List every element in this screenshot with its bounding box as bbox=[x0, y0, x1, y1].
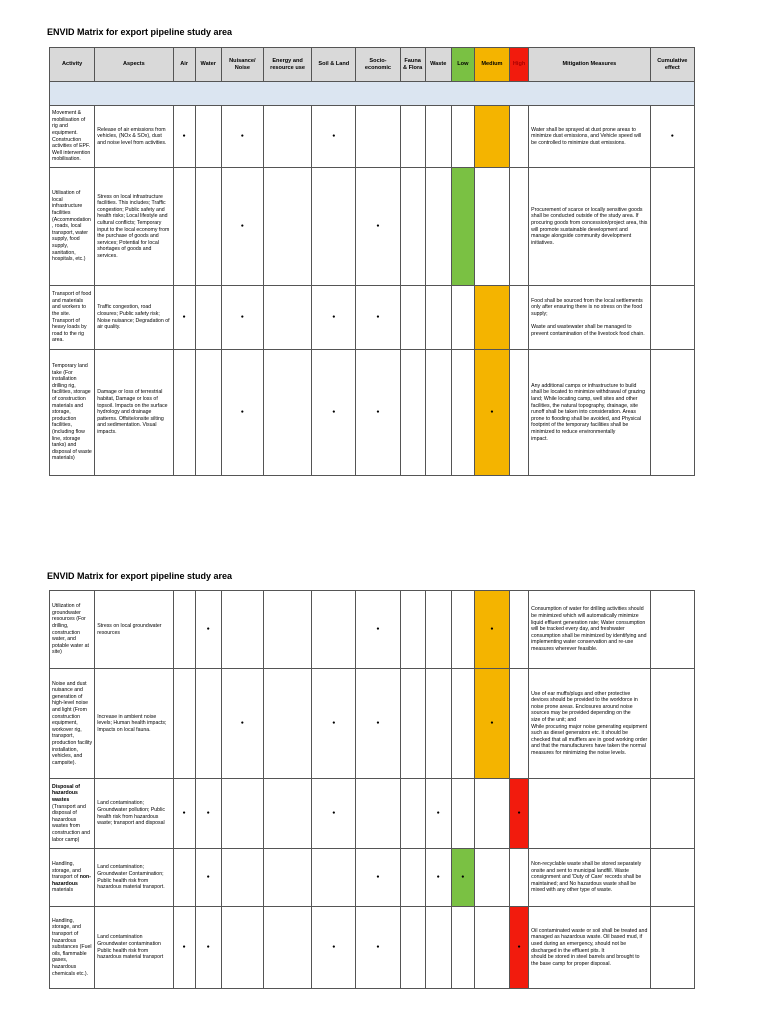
empty-cell bbox=[650, 350, 694, 476]
empty-cell bbox=[356, 106, 400, 168]
dot-nuisance: ● bbox=[221, 669, 263, 779]
empty-cell bbox=[650, 591, 694, 669]
dot-air: ● bbox=[173, 106, 195, 168]
empty-cell bbox=[510, 350, 529, 476]
dot-water: ● bbox=[195, 591, 221, 669]
activity-cell: Utilisation of local infrastructure facilities (Accommodation, roads, local transport, water supply, food supply, sanitation, hospitals, etc.) bbox=[50, 168, 95, 286]
empty-cell bbox=[263, 350, 311, 476]
table-row bbox=[50, 779, 695, 849]
empty-cell bbox=[263, 591, 311, 669]
dot-soil: ● bbox=[312, 669, 356, 779]
dot-soil: ● bbox=[312, 106, 356, 168]
empty-cell bbox=[400, 779, 425, 849]
empty-cell bbox=[400, 907, 425, 989]
activity-cell: Temporary land take (For installation drilling rig, facilities, storage of construction materials and storage, production facilities, (including flow line, storage tanks) and disposal of waste materials) bbox=[50, 350, 95, 476]
dot-waste: ● bbox=[425, 779, 451, 849]
empty-cell bbox=[650, 168, 694, 286]
envid-matrix-table-2 bbox=[49, 590, 695, 989]
header-mitigation: Mitigation Measures bbox=[529, 48, 651, 82]
header-water: Water bbox=[195, 48, 221, 82]
empty-cell bbox=[400, 849, 425, 907]
empty-cell bbox=[312, 591, 356, 669]
dot-soil: ● bbox=[312, 350, 356, 476]
empty-cell bbox=[221, 849, 263, 907]
empty-cell bbox=[263, 286, 311, 350]
aspects-cell: Damage or loss of terrestrial habitat, Damage or loss of topsoil. Impacts on the surface hydrology and drainage patterns. Offsite/onsite silting and sedimentation. Visual impacts. bbox=[95, 350, 173, 476]
dot-cumulative: ● bbox=[650, 106, 694, 168]
dot-nuisance: ● bbox=[221, 106, 263, 168]
table-row bbox=[50, 669, 695, 779]
empty-cell bbox=[425, 669, 451, 779]
mitigation-cell: Procurement of scarce or locally sensitive goods shall be conducted outside of the study area. If procuring goods from concession/project area, this will promote sustainable development and manage alongside community development initiatives. bbox=[529, 168, 651, 286]
empty-cell bbox=[221, 779, 263, 849]
empty-cell bbox=[195, 350, 221, 476]
header-fauna: Fauna & Flora bbox=[400, 48, 425, 82]
mitigation-cell: Any additional camps or infrastructure to build shall be located to minimize withdrawal of grazing land; While locating camp, well sites and other facilities, the natural topography, drainage, site runoff shall be taken into consideration. Areas prone to flooding shall be avoided, and Physical footprint of the temporary facilities shall be minimized to reduce environmentally impact. bbox=[529, 350, 651, 476]
dot-socio: ● bbox=[356, 669, 400, 779]
mitigation-cell: Water shall be sprayed at dust prone areas to minimize dust emissions, and Vehicle speed will be controlled to minimize dust emissions. bbox=[529, 106, 651, 168]
empty-cell bbox=[221, 591, 263, 669]
empty-cell bbox=[451, 669, 474, 779]
table-row bbox=[50, 591, 695, 669]
empty-cell bbox=[650, 286, 694, 350]
activity-cell: Movement & mobilisation of rig and equipment. Construction activities of EPF. Well intervention mobilisation. bbox=[50, 106, 95, 168]
dot-socio: ● bbox=[356, 907, 400, 989]
envid-matrix-table-1 bbox=[49, 47, 695, 476]
rating-medium-dot: ● bbox=[474, 591, 509, 669]
activity-pre: Handling, storage, and transport of bbox=[52, 861, 81, 881]
empty-cell bbox=[173, 168, 195, 286]
rating-medium-dot: ● bbox=[474, 669, 509, 779]
empty-cell bbox=[425, 286, 451, 350]
activity-text: (Transport and disposal of hazardous wastes from construction and labor camp) bbox=[52, 803, 91, 843]
empty-cell bbox=[263, 779, 311, 849]
aspects-cell: Stress on local infrastructure facilities. This includes; Traffic congestion; Public safety and health risks; Local lifestyle and cultural conflicts; Temporary input to the local economy from the purchase of goods and services; Potential for local shortages of goods and services. bbox=[95, 168, 173, 286]
table-row bbox=[50, 106, 695, 168]
empty-cell bbox=[400, 669, 425, 779]
dot-soil: ● bbox=[312, 907, 356, 989]
header-air: Air bbox=[173, 48, 195, 82]
empty-cell bbox=[400, 168, 425, 286]
rating-medium-dot: ● bbox=[474, 350, 509, 476]
aspects-cell: Land contamination Groundwater contamination Public health risk from hazardous material transport bbox=[95, 907, 173, 989]
table-row bbox=[50, 907, 695, 989]
table-row bbox=[50, 168, 695, 286]
empty-cell bbox=[195, 286, 221, 350]
dot-nuisance: ● bbox=[221, 286, 263, 350]
table-row bbox=[50, 350, 695, 476]
header-cumulative: Cumulative effect bbox=[650, 48, 694, 82]
empty-cell bbox=[474, 168, 509, 286]
empty-cell bbox=[451, 907, 474, 989]
empty-cell bbox=[356, 779, 400, 849]
activity-cell: Noise and dust nuisance and generation of high-level noise and light (From construction equipment, workover rig, transport, production facility installation, vehicles, and campsite). bbox=[50, 669, 95, 779]
activity-cell: Handling, storage, and transport of hazardous substances (Fuel oils, flammable gases, hazardous chemicals etc.). bbox=[50, 907, 95, 989]
empty-cell bbox=[451, 350, 474, 476]
activity-bold: non-hazardous bbox=[52, 874, 91, 887]
empty-cell bbox=[263, 849, 311, 907]
empty-cell bbox=[425, 350, 451, 476]
empty-cell bbox=[510, 591, 529, 669]
activity-cell: Transport of food and materials and workers to the site. Transport of heavy loads by road to the rig area. bbox=[50, 286, 95, 350]
table-row bbox=[50, 286, 695, 350]
dot-air: ● bbox=[173, 286, 195, 350]
dot-socio: ● bbox=[356, 849, 400, 907]
empty-cell bbox=[650, 779, 694, 849]
dot-water: ● bbox=[195, 849, 221, 907]
empty-cell bbox=[263, 168, 311, 286]
aspects-cell: Stress on local groundwater resources bbox=[95, 591, 173, 669]
empty-cell bbox=[400, 286, 425, 350]
header-medium: Medium bbox=[474, 48, 509, 82]
aspects-cell: Increase in ambient noise levels; Human health impacts; Impacts on local fauna. bbox=[95, 669, 173, 779]
empty-cell bbox=[510, 168, 529, 286]
empty-cell bbox=[263, 669, 311, 779]
empty-cell bbox=[312, 168, 356, 286]
dot-socio: ● bbox=[356, 350, 400, 476]
dot-waste: ● bbox=[425, 849, 451, 907]
header-waste: Waste bbox=[425, 48, 451, 82]
header-aspects: Aspects bbox=[95, 48, 173, 82]
empty-cell bbox=[195, 106, 221, 168]
dot-socio: ● bbox=[356, 168, 400, 286]
mitigation-cell: Non-recyclable waste shall be stored separately onsite and sent to municipal landfill. Waste consignment and 'Duty of Care' records shall be maintained; and No hazardous waste shall be mixed with any other type of waste. bbox=[529, 849, 651, 907]
empty-cell bbox=[650, 907, 694, 989]
empty-cell bbox=[510, 849, 529, 907]
dot-nuisance: ● bbox=[221, 168, 263, 286]
empty-cell bbox=[263, 106, 311, 168]
header-energy: Energy and resource use bbox=[263, 48, 311, 82]
empty-cell bbox=[425, 168, 451, 286]
empty-cell bbox=[173, 591, 195, 669]
header-row bbox=[50, 48, 695, 82]
empty-cell bbox=[451, 286, 474, 350]
empty-cell bbox=[312, 849, 356, 907]
table-row bbox=[50, 849, 695, 907]
empty-cell bbox=[173, 669, 195, 779]
empty-cell bbox=[263, 907, 311, 989]
empty-cell bbox=[173, 849, 195, 907]
rating-low bbox=[451, 168, 474, 286]
empty-cell bbox=[425, 106, 451, 168]
mitigation-cell: Oil contaminated waste or soil shall be treated and managed as hazardous waste. Oil based mud, if used during an emergency, should not be discharged in the effluent pits. It should be stored in steel barrels and brought to the base camp for proper disposal. bbox=[529, 907, 651, 989]
rating-medium bbox=[474, 286, 509, 350]
activity-text: materials bbox=[52, 887, 74, 894]
header-low: Low bbox=[451, 48, 474, 82]
empty-cell bbox=[195, 669, 221, 779]
activity-cell bbox=[50, 779, 95, 849]
dot-nuisance: ● bbox=[221, 350, 263, 476]
blank-band-row bbox=[50, 82, 695, 106]
mitigation-cell bbox=[529, 779, 651, 849]
header-socio: Socio-economic bbox=[356, 48, 400, 82]
empty-cell bbox=[474, 907, 509, 989]
activity-bold: Disposal of hazardous wastes bbox=[52, 783, 80, 804]
header-nuisance: Nuisance/ Noise bbox=[221, 48, 263, 82]
section-title: ENVID Matrix for export pipeline study area bbox=[47, 27, 233, 37]
empty-cell bbox=[400, 106, 425, 168]
rating-medium bbox=[474, 106, 509, 168]
dot-air: ● bbox=[173, 907, 195, 989]
rating-high-dot: ● bbox=[510, 779, 529, 849]
header-high: High bbox=[510, 48, 529, 82]
empty-cell bbox=[400, 591, 425, 669]
dot-air: ● bbox=[173, 779, 195, 849]
aspects-cell: Release of air emissions from vehicles, (NOx & SOx), dust and noise level from activities. bbox=[95, 106, 173, 168]
blank-band bbox=[50, 82, 695, 106]
empty-cell bbox=[451, 591, 474, 669]
empty-cell bbox=[400, 350, 425, 476]
empty-cell bbox=[425, 907, 451, 989]
empty-cell bbox=[173, 350, 195, 476]
mitigation-cell: Food shall be sourced from the local settlements only after ensuring there is no stress on the food supply; Waste and wastewater shall be managed to prevent contamination of the livestock food chain. bbox=[529, 286, 651, 350]
mitigation-cell: Consumption of water for drilling activities should be minimized which will automatically minimize liquid effluent generation rate; Water consumption will be tracked every day, and freshwater consumption shall be minimized by identifying and implementing water conservation and re-use measures wherever feasible. bbox=[529, 591, 651, 669]
activity-cell: Utilization of groundwater resources (For drilling, construction water, and potable water at site) bbox=[50, 591, 95, 669]
dot-water: ● bbox=[195, 779, 221, 849]
empty-cell bbox=[474, 849, 509, 907]
dot-socio: ● bbox=[356, 591, 400, 669]
rating-low-dot: ● bbox=[451, 849, 474, 907]
empty-cell bbox=[451, 779, 474, 849]
dot-socio: ● bbox=[356, 286, 400, 350]
activity-cell bbox=[50, 849, 95, 907]
section-title: ENVID Matrix for export pipeline study area bbox=[47, 571, 233, 581]
header-activity: Activity bbox=[50, 48, 95, 82]
empty-cell bbox=[650, 669, 694, 779]
dot-soil: ● bbox=[312, 286, 356, 350]
empty-cell bbox=[650, 849, 694, 907]
empty-cell bbox=[510, 106, 529, 168]
mitigation-cell: Use of ear muffs/plugs and other protective devices should be provided to the workforce in noise prone areas. Enclosures around noise sources may be provided depending on the size of the unit; and While procuring major noise generating equipment such as diesel generators etc. it should be checked that all mufflers are in good working order and that the manufacturers have taken the normal measures for minimizing the noise levels. bbox=[529, 669, 651, 779]
aspects-cell: Traffic congestion, road closures; Public safety risk; Noise nuisance; Degradation of air quality. bbox=[95, 286, 173, 350]
empty-cell bbox=[221, 907, 263, 989]
dot-soil: ● bbox=[312, 779, 356, 849]
dot-water: ● bbox=[195, 907, 221, 989]
aspects-cell: Land contamination; Groundwater pollution; Public health risk from hazardous waste; transport and disposal bbox=[95, 779, 173, 849]
empty-cell bbox=[474, 779, 509, 849]
header-soil: Soil & Land bbox=[312, 48, 356, 82]
rating-high-dot: ● bbox=[510, 907, 529, 989]
empty-cell bbox=[425, 591, 451, 669]
empty-cell bbox=[451, 106, 474, 168]
aspects-cell: Land contamination; Groundwater Contamination; Public health risk from hazardous material transport. bbox=[95, 849, 173, 907]
empty-cell bbox=[195, 168, 221, 286]
empty-cell bbox=[510, 286, 529, 350]
empty-cell bbox=[510, 669, 529, 779]
